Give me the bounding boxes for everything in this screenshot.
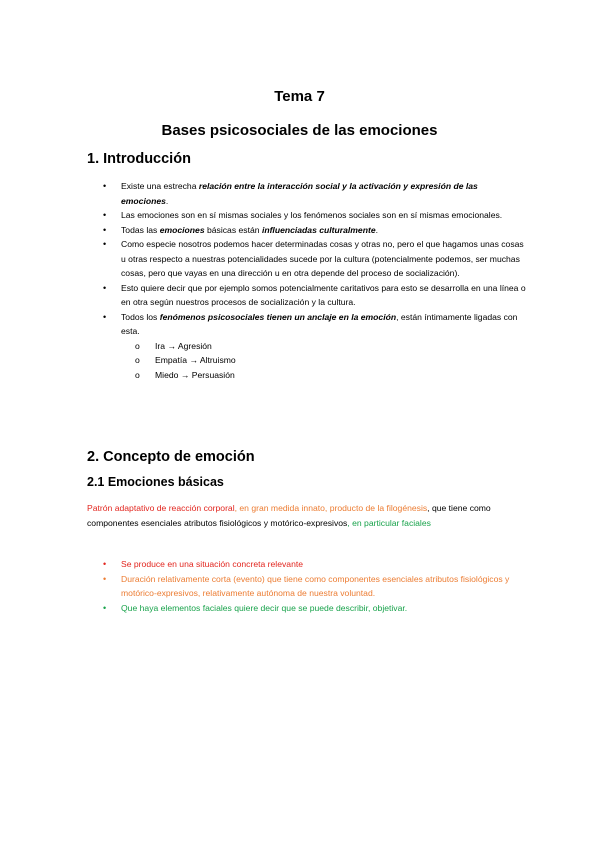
list-item (87, 572, 527, 601)
bullet-text: Se produce en una situación concreta relevante (121, 559, 304, 569)
bullet-icon: • (103, 239, 107, 249)
definition-orange-text: , en gran medida innato, producto de la filogénesis (234, 503, 428, 513)
bullet-text: . (165, 195, 169, 206)
sub-list (121, 339, 527, 383)
sub-list-item (121, 368, 527, 383)
bullet-text: Duración relativamente corta (evento) que tiene como componentes esenciales atributos fisiológicos y motórico-expresivos, relativamente autónoma de nuestra voluntad. (121, 573, 510, 598)
document-title: Tema 7 (274, 88, 325, 105)
bullet-text: Esto quiere decir que por ejemplo somos potencialmente caritativos para esto se desarrolla en una línea o en otra según nuestros procesos de socialización y la cultura. (121, 282, 526, 307)
bullet-emphasis: relación entre la interacción social y la activación y expresión de las emociones (121, 181, 478, 206)
sub-item-text: Empatía → Altruismo (155, 355, 236, 365)
bullet-icon: • (103, 224, 107, 235)
bullet-icon: • (103, 602, 107, 613)
definition-paragraph (87, 501, 527, 530)
list-item (87, 237, 527, 281)
bullet-text: Que haya elementos faciales quiere decir que se puede describir, objetivar. (121, 602, 408, 613)
introduccion-bullet-list (87, 179, 527, 382)
definition-black-text: , que tiene como componentes esenciales atributos fisiológicos y motórico-expresivos (87, 503, 491, 528)
list-item (87, 310, 527, 383)
definition-red-text: Patrón adaptativo de reacción corporal (87, 503, 235, 513)
list-item (87, 223, 527, 238)
bullet-icon: • (103, 311, 107, 322)
list-item (87, 208, 527, 223)
subsection-heading-emociones-basicas: 2.1 Emociones básicas (87, 475, 224, 489)
bullet-icon: • (103, 573, 107, 584)
sub-list-item (121, 353, 527, 368)
sub-list-item (121, 339, 527, 354)
bullet-text: , están íntimamente ligadas con esta. (121, 311, 518, 336)
bullet-text: Las emociones son en sí mismas sociales y los fenómenos sociales son en sí mismas emocionales. (121, 210, 503, 220)
sub-item-text: Miedo → Persuasión (155, 369, 235, 380)
bullet-emphasis: influenciadas culturalmente (261, 224, 376, 235)
list-item (87, 601, 527, 616)
section-heading-introduccion: 1. Introducción (87, 151, 191, 167)
bullet-icon: • (103, 559, 107, 569)
list-item (87, 557, 527, 572)
list-item (87, 281, 527, 310)
bullet-text: Como especie nosotros podemos hacer determinadas cosas y otras no, pero el que hagamos unas cosas u otras respecto a nuestras potencialidades sucede por la cultura (potencialmente podemos, ser muchas cosas, pero que vayas en una dirección u en otra depende del proceso de socialización). (121, 239, 524, 278)
section-heading-concepto: 2. Concepto de emoción (87, 449, 255, 465)
sub-bullet-icon: o (135, 340, 140, 351)
sub-bullet-icon: o (135, 355, 140, 365)
sub-item-text: Ira → Agresión (155, 340, 212, 351)
bullet-text: Todas las (121, 224, 160, 235)
bullet-text: Todos los (121, 311, 160, 322)
bullet-emphasis: fenómenos psicosociales tienen un anclaje en la emoción (159, 311, 397, 322)
definition-green-text: , en particular faciales (347, 517, 431, 528)
sub-bullet-icon: o (135, 369, 140, 380)
bullet-icon: • (103, 181, 107, 191)
emociones-bullet-list (87, 557, 527, 615)
bullet-text: básicas están (204, 224, 262, 235)
document-subtitle: Bases psicosociales de las emociones (161, 122, 438, 139)
bullet-text: Existe una estrecha (121, 181, 199, 191)
bullet-text: . (375, 224, 378, 235)
bullet-emphasis: emociones (159, 224, 205, 235)
list-item (87, 179, 527, 208)
bullet-icon: • (103, 210, 107, 220)
bullet-icon: • (103, 282, 107, 293)
